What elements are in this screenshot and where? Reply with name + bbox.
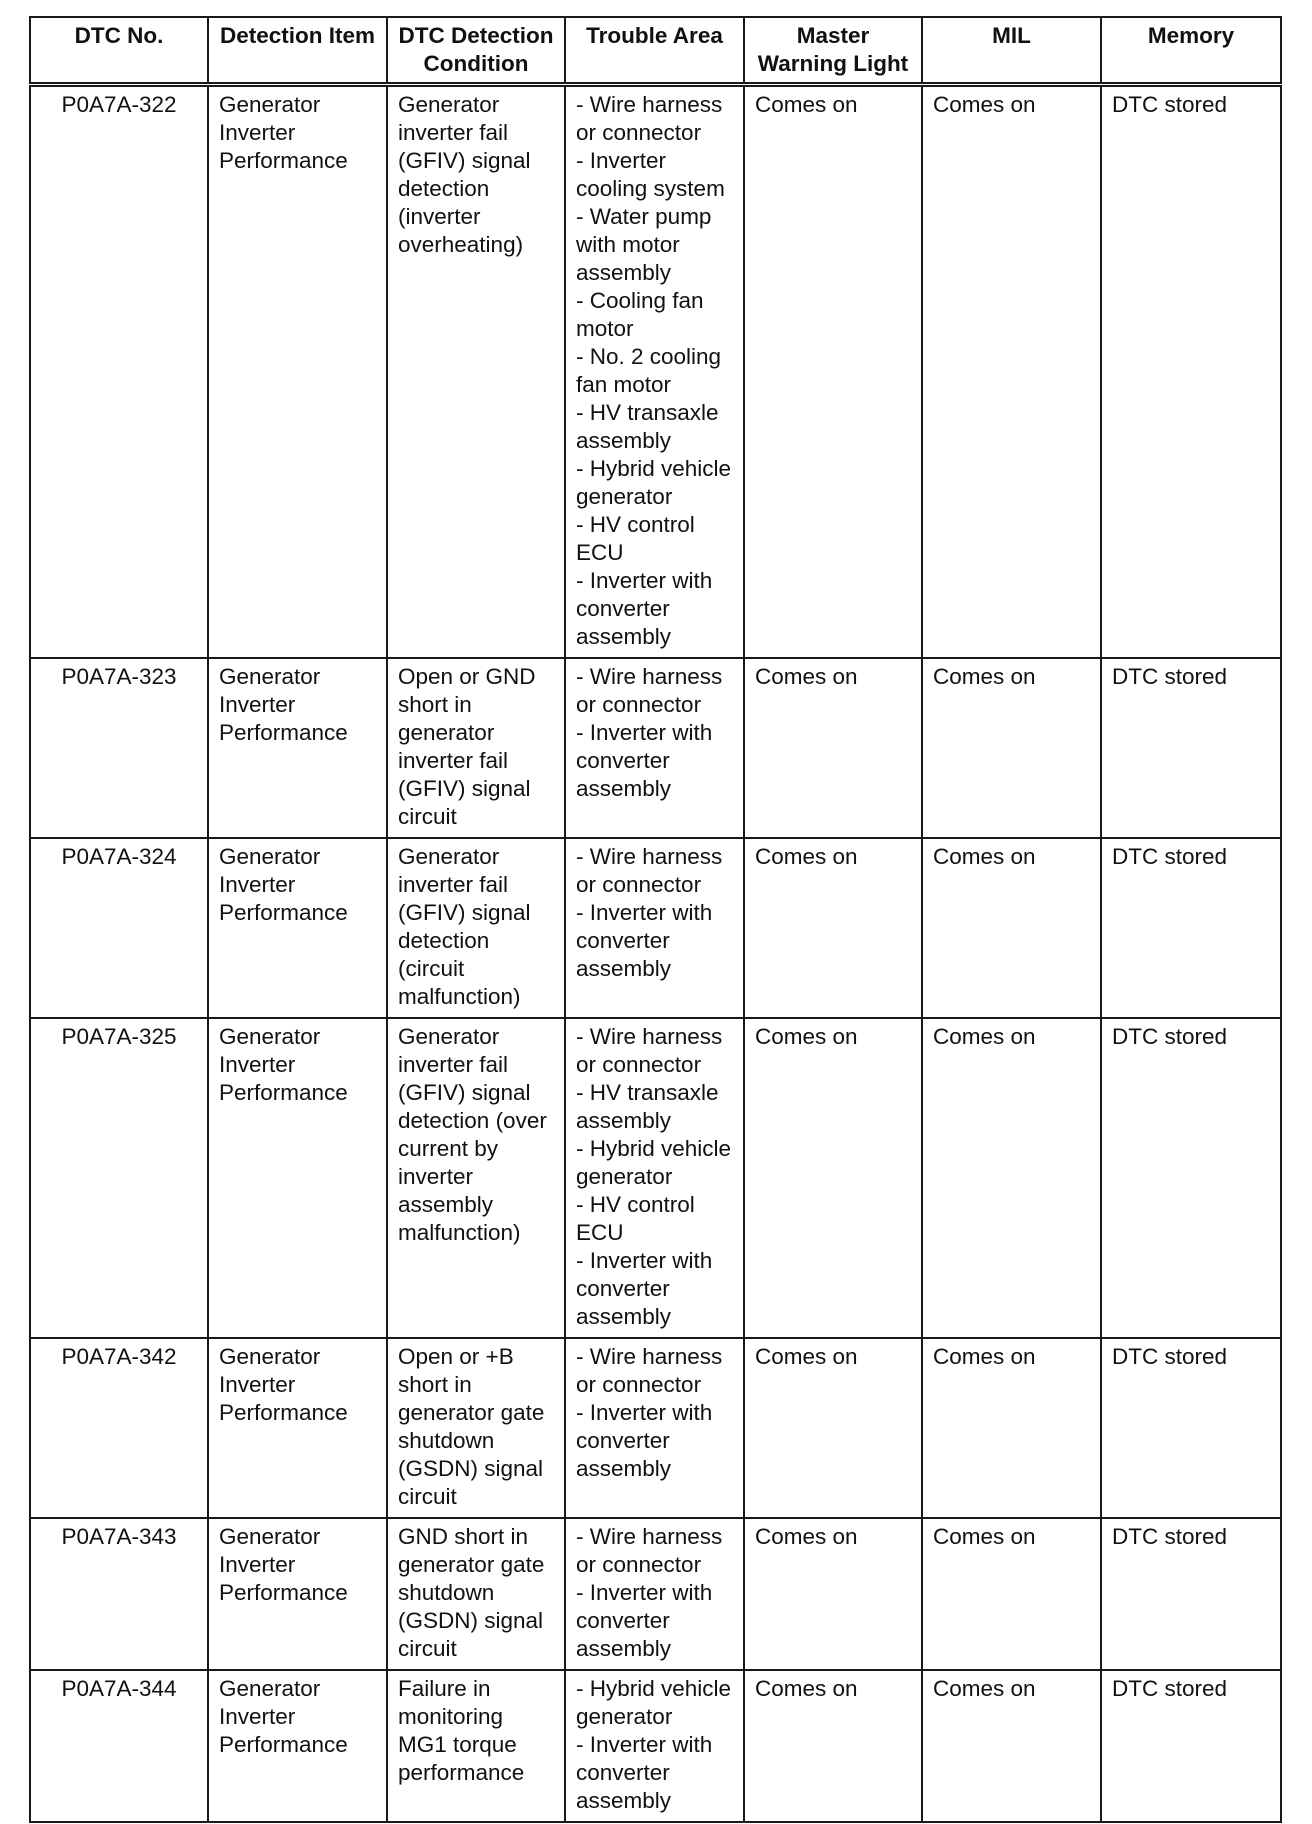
header-mil: MIL: [922, 17, 1101, 85]
master-warning-light: Comes on: [744, 1338, 922, 1518]
dtc-number: P0A7A-325: [30, 1018, 208, 1338]
trouble-area: [565, 658, 744, 838]
detection-condition: Failure in monitoring MG1 torque performance: [387, 1670, 565, 1822]
memory-status: DTC stored: [1101, 1338, 1281, 1518]
table-body: [30, 85, 1281, 1823]
trouble-area-item: - Hybrid vehicle generator: [576, 1136, 732, 1189]
memory-status: DTC stored: [1101, 85, 1281, 659]
dtc-number: P0A7A-322: [30, 85, 208, 659]
detection-condition: Open or GND short in generator inverter fail (GFIV) signal circuit: [387, 658, 565, 838]
trouble-area-item: - Wire harness or connector: [576, 1524, 723, 1577]
memory-status: DTC stored: [1101, 838, 1281, 1018]
detection-item: Generator Inverter Performance: [208, 838, 387, 1018]
detection-condition: Generator inverter fail (GFIV) signal detection (circuit malfunction): [387, 838, 565, 1018]
trouble-area: [565, 1518, 744, 1670]
master-warning-light: Comes on: [744, 1018, 922, 1338]
detection-condition: GND short in generator gate shutdown (GSDN) signal circuit: [387, 1518, 565, 1670]
trouble-area-item: - Inverter with converter assembly: [576, 1400, 713, 1481]
detection-item: Generator Inverter Performance: [208, 658, 387, 838]
trouble-area-item: - Water pump with motor assembly: [576, 204, 712, 285]
header-memory: Memory: [1101, 17, 1281, 85]
dtc-number: P0A7A-344: [30, 1670, 208, 1822]
master-warning-light: Comes on: [744, 658, 922, 838]
header-dtc-no: DTC No.: [30, 17, 208, 85]
trouble-area-item: - Inverter with converter assembly: [576, 720, 713, 801]
trouble-area-item: - HV control ECU: [576, 512, 695, 565]
detection-item: Generator Inverter Performance: [208, 1518, 387, 1670]
trouble-area-item: - Hybrid vehicle generator: [576, 456, 732, 509]
master-warning-light: Comes on: [744, 85, 922, 659]
trouble-area: [565, 1018, 744, 1338]
dtc-number: P0A7A-323: [30, 658, 208, 838]
dtc-number: P0A7A-342: [30, 1338, 208, 1518]
table-row: [30, 85, 1281, 659]
table-row: [30, 658, 1281, 838]
trouble-area-item: - Inverter with converter assembly: [576, 1732, 713, 1813]
trouble-area-item: - Inverter with converter assembly: [576, 1248, 713, 1329]
table-header: [30, 17, 1281, 85]
trouble-area-item: - HV control ECU: [576, 1192, 695, 1245]
mil-status: Comes on: [922, 1018, 1101, 1338]
trouble-area-item: - HV transaxle assembly: [576, 400, 719, 453]
header-dtc-detection-condition: DTC Detection Condition: [387, 17, 565, 85]
master-warning-light: Comes on: [744, 838, 922, 1018]
mil-status: Comes on: [922, 1670, 1101, 1822]
dtc-number: P0A7A-343: [30, 1518, 208, 1670]
table-row: [30, 1018, 1281, 1338]
memory-status: DTC stored: [1101, 658, 1281, 838]
master-warning-light: Comes on: [744, 1518, 922, 1670]
dtc-number: P0A7A-324: [30, 838, 208, 1018]
memory-status: DTC stored: [1101, 1518, 1281, 1670]
dtc-table: [29, 16, 1282, 1823]
mil-status: Comes on: [922, 85, 1101, 659]
trouble-area-item: - Wire harness or connector: [576, 844, 723, 897]
trouble-area-item: - Wire harness or connector: [576, 92, 723, 145]
memory-status: DTC stored: [1101, 1670, 1281, 1822]
detection-item: Generator Inverter Performance: [208, 1670, 387, 1822]
master-warning-light: Comes on: [744, 1670, 922, 1822]
header-master-warning-light: Master Warning Light: [744, 17, 922, 85]
trouble-area: [565, 85, 744, 659]
memory-status: DTC stored: [1101, 1018, 1281, 1338]
trouble-area-item: - HV transaxle assembly: [576, 1080, 719, 1133]
table-row: [30, 1338, 1281, 1518]
header-detection-item: Detection Item: [208, 17, 387, 85]
trouble-area-item: - Wire harness or connector: [576, 664, 723, 717]
header-trouble-area: Trouble Area: [565, 17, 744, 85]
trouble-area-item: - Wire harness or connector: [576, 1344, 723, 1397]
detection-item: Generator Inverter Performance: [208, 1018, 387, 1338]
detection-condition: Generator inverter fail (GFIV) signal detection (inverter overheating): [387, 85, 565, 659]
header-row: [30, 17, 1281, 85]
detection-condition: Open or +B short in generator gate shutdown (GSDN) signal circuit: [387, 1338, 565, 1518]
trouble-area-item: - Inverter with converter assembly: [576, 900, 713, 981]
mil-status: Comes on: [922, 1338, 1101, 1518]
table-row: [30, 838, 1281, 1018]
trouble-area: [565, 1670, 744, 1822]
mil-status: Comes on: [922, 1518, 1101, 1670]
trouble-area-item: - Cooling fan motor: [576, 288, 704, 341]
trouble-area-item: - Hybrid vehicle generator: [576, 1676, 732, 1729]
mil-status: Comes on: [922, 838, 1101, 1018]
trouble-area-item: - Wire harness or connector: [576, 1024, 723, 1077]
trouble-area-item: - No. 2 cooling fan motor: [576, 344, 722, 397]
trouble-area-item: - Inverter with converter assembly: [576, 1580, 713, 1661]
trouble-area: [565, 838, 744, 1018]
trouble-area-item: - Inverter cooling system: [576, 148, 725, 201]
detection-condition: Generator inverter fail (GFIV) signal detection (over current by inverter assembly malfunction): [387, 1018, 565, 1338]
mil-status: Comes on: [922, 658, 1101, 838]
detection-item: Generator Inverter Performance: [208, 85, 387, 659]
table-row: [30, 1670, 1281, 1822]
table-row: [30, 1518, 1281, 1670]
trouble-area-item: - Inverter with converter assembly: [576, 568, 713, 649]
trouble-area: [565, 1338, 744, 1518]
detection-item: Generator Inverter Performance: [208, 1338, 387, 1518]
